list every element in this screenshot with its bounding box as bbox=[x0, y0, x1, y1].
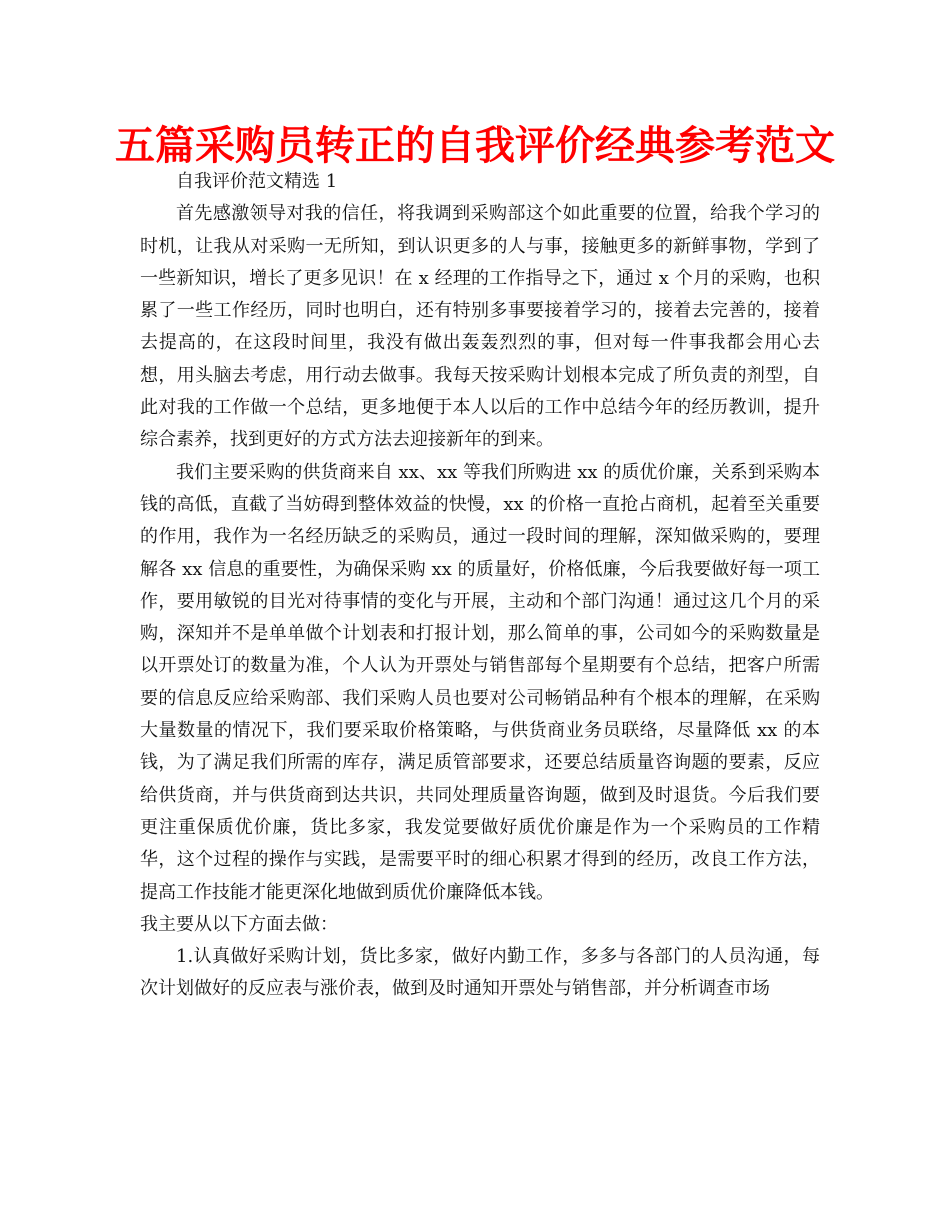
paragraph-3: 我主要从以下方面去做： bbox=[140, 913, 338, 935]
paragraph-2: 我们主要采购的供货商来自 xx、xx 等我们所购进 xx 的质优价廉，关系到采购本钱的高低，直截了当妨碍到整体效益的快慢，xx 的价格一直抢占商机，起着至关重要的作用，我作为一名经历缺乏的采购员，通过一段时间的理解，深知做采购的，要理解各 xx 信息的重要性，为确保采购 xx 的质量好，价格低廉，今后我要做好每一项工作，要用敏锐的目光对待事情的变化与开展，主动和个部门沟通！通过这几个月的采购，深知并不是单单做个计划表和打报计划，那么简单的事，公司如今的采购数量是以开票处订的数量为准，个人认为开票处与销售部每个星期要有个总结，把客户所需要的信息反应给采购部、我们采购人员也要对公司畅销品种有个根本的理解，在采购大量数量的情况下，我们要采取价格策略，与供货商业务员联络，尽量降低 xx 的本钱，为了满足我们所需的库存，满足质管部要求，还要总结质量咨询题的要素，反应给供货商，并与供货商到达共识，共同处理质量咨询题，做到及时退货。今后我们要更注重保质优价廉，货比多家，我发觉要做好质优价廉是作为一个采购员的工作精华，这个过程的操作与实践，是需要平时的细心积累才得到的经历，改良工作方法，提高工作技能才能更深化地做到质优价廉降低本钱。 bbox=[140, 461, 820, 903]
paragraph-1: 首先感激领导对我的信任，将我调到采购部这个如此重要的位置，给我个学习的时机，让我从对采购一无所知，到认识更多的人与事，接触更多的新鲜事物，学到了一些新知识，增长了更多见识！在 x 经理的工作指导之下，通过 x 个月的采购，也积累了一些工作经历，同时也明白，还有特别多事要接着学习的，接着去完善的，接着去提高的，在这段时间里，我没有做出轰轰烈烈的事，但对每一件事我都会用心去想，用头脑去考虑，用行动去做事。我每天按采购计划根本完成了所负责的剂型，自此对我的工作做一个总结，更多地便于本人以后的工作中总结今年的经历教训，提升综合素养，找到更好的方式方法去迎接新年的到来。 bbox=[140, 203, 820, 451]
paragraph-4: 1.认真做好采购计划，货比多家，做好内勤工作，多多与各部门的人员沟通，每次计划做好的反应表与涨价表，做到及时通知开票处与销售部，并分析调查市场 bbox=[140, 946, 820, 1000]
document-title: 五篇采购员转正的自我评价经典参考范文 bbox=[115, 123, 835, 169]
document-body bbox=[140, 166, 820, 1006]
section-heading: 自我评价范文精选 1 bbox=[176, 171, 338, 192]
